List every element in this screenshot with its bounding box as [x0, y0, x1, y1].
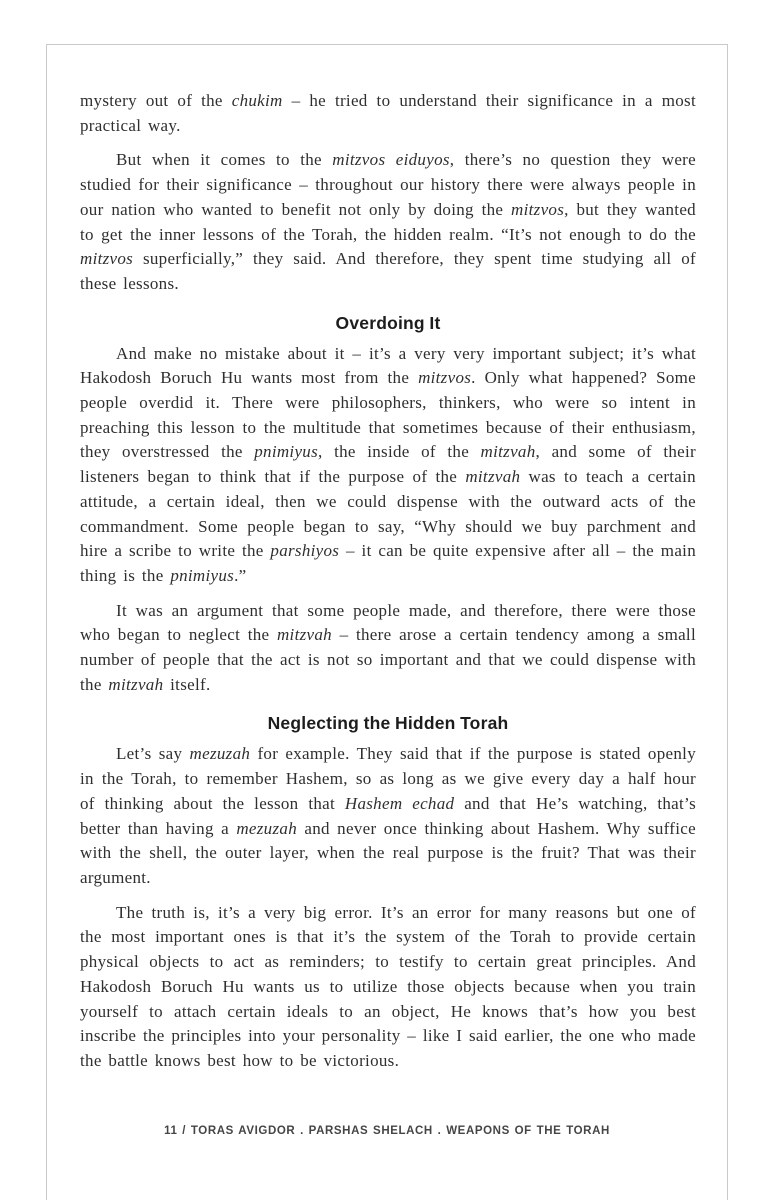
text-segment: Let’s say	[116, 744, 190, 764]
italic-term: mitzvos	[511, 199, 565, 219]
document-page	[46, 44, 728, 1200]
text-segment: , but they wanted to get the inner lessons of the Torah, the hidden realm. “It’s not enough to do the	[80, 199, 696, 244]
text-segment: The truth is, it’s a very big error. It’s an error for many reasons but one of the most important ones is that it’s the system of the Torah to provide certain physical objects to act as reminders; to testify to certain great principles. And Hakodosh Boruch Hu wants us to utilize those objects because when you train yourself to attach certain ideals to an object, He knows that’s how you best inscribe the principles into your personality – like I said earlier, the one who made the battle knows best how to be victorious.	[80, 902, 696, 1070]
italic-term: mitzvos eiduyos	[332, 150, 450, 170]
text-segment: – it can be quite expensive after all – the main thing is the	[80, 541, 696, 585]
text-segment: And make no mistake about it – it’s a very very important subject; it’s what Hakodosh Boruch Hu wants most from the	[80, 343, 696, 388]
body-paragraph	[80, 599, 696, 698]
text-segment: was to teach a certain attitude, a certain ideal, then we could dispense with the outward acts of the commandment. Some people began to say, “Why should we buy parchment and hire a scribe to write the	[80, 467, 696, 561]
italic-term: chukim	[231, 91, 283, 110]
body-paragraph	[80, 148, 696, 296]
text-segment: mystery out of the	[80, 91, 232, 110]
italic-term: mitzvah	[108, 674, 164, 694]
italic-term: mitzvah	[465, 467, 521, 487]
body-paragraph	[80, 89, 696, 138]
italic-term: mitzvos	[80, 249, 134, 269]
italic-term: pnimiyus	[254, 442, 319, 462]
page-footer: 11 / TORAS AVIGDOR . PARSHAS SHELACH . WEAPONS OF THE TORAH	[164, 1125, 610, 1137]
italic-term: parshiyos	[270, 541, 340, 561]
italic-term: mitzvah	[480, 442, 536, 462]
text-segment: for example. They said that if the purpose is stated openly in the Torah, to remember Hashem, so as long as we give every day a half hour of thinking about the lesson that	[80, 744, 696, 813]
text-segment: , there’s no question they were studied for their significance – throughout our history there were always people in our nation who wanted to benefit not only by doing the	[80, 150, 696, 219]
body-paragraph	[80, 901, 696, 1074]
text-segment: , the inside of the	[318, 442, 481, 462]
text-segment: .”	[234, 565, 247, 585]
text-segment: But when it comes to the	[116, 150, 333, 170]
text-segment: itself.	[163, 674, 211, 694]
text-segment: . Only what happened? Some people overdid it. There were philosophers, thinkers, who were so intent in preaching this lesson to the multitude that sometimes because of their enthusiasm, they overstressed the	[80, 368, 696, 462]
section-heading: Neglecting the Hidden Torah	[267, 713, 509, 734]
text-segment: – he tried to understand their significance in a most practical way.	[80, 91, 696, 135]
page-content	[47, 45, 727, 1074]
text-segment: , and some of their listeners began to think that if the purpose of the	[80, 442, 696, 487]
text-segment: and never once thinking about Hashem. Why suffice with the shell, the outer layer, when the real purpose is the fruit? That was their argument.	[80, 818, 696, 887]
italic-term: Hashem echad	[344, 793, 455, 813]
text-segment: It was an argument that some people made, and therefore, there were those who began to neglect the	[80, 600, 696, 645]
italic-term: mezuzah	[236, 818, 297, 838]
text-segment: superficially,” they said. And therefore, they spent time studying all of these lessons.	[80, 249, 696, 293]
section-heading: Overdoing It	[335, 312, 441, 333]
text-segment: – there arose a certain tendency among a small number of people that the act is not so important and that we could dispense with the	[80, 625, 696, 694]
italic-term: mitzvah	[276, 625, 332, 645]
italic-term: mitzvos	[418, 368, 472, 388]
body-paragraph	[80, 342, 696, 589]
body-paragraph	[80, 742, 696, 890]
text-segment: and that He’s watching, that’s better than having a	[80, 793, 696, 838]
italic-term: pnimiyus	[170, 565, 235, 585]
italic-term: mezuzah	[189, 744, 251, 764]
